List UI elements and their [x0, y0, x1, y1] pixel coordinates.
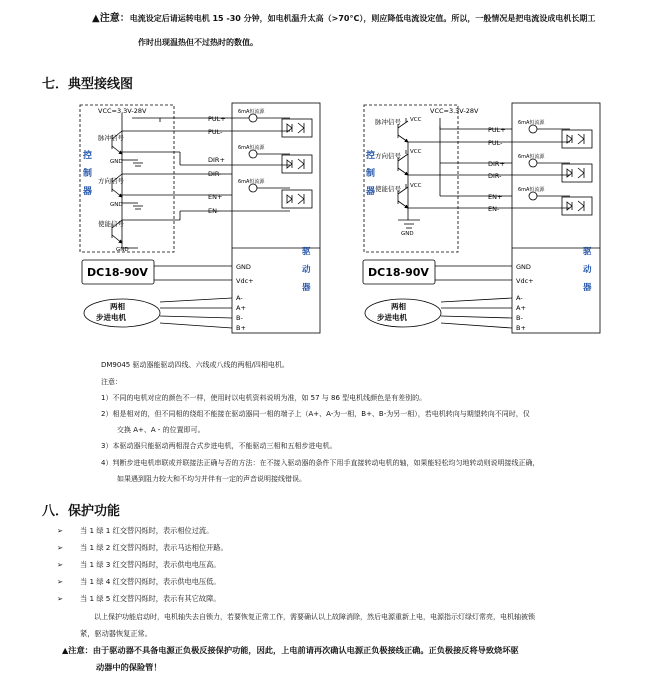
right-pin-gnd: GND: [516, 263, 531, 271]
top-note-text: 电流设定后请运转电机 15 -30 分钟，如电机温升太高（>70°C），则应降低电流设定值。所以，一般情况是把电流设成电机长期工: [129, 14, 596, 23]
bullet-arrow-2: ➢: [57, 543, 64, 552]
right-signal-pulse: 脉冲信号: [375, 118, 401, 126]
left-supply-label: DC18-90V: [87, 266, 148, 279]
right-motor-line1: 两相: [391, 302, 406, 311]
note-item-3: 3）本驱动器只能驱动两相混合式步进电机，不能驱动三相和五相步进电机。: [101, 442, 337, 450]
right-pin-enp: EN+: [488, 193, 503, 201]
right-signal-en: 使能信号: [375, 185, 401, 193]
bottom-warning-line2: 动器中的保险管！: [96, 662, 162, 672]
note-item-2: 2）相是相对的，但不同相的绕组不能接在驱动器同一相的端子上（A+、A-为一相，B+、B-为另一相），若电机转向与期望转向不同时，仅: [101, 410, 530, 418]
right-pin-enn: EN-: [488, 205, 500, 213]
left-gnd1: GND: [110, 159, 123, 165]
note-item-2-cont: 交换 A+、A - 的位置即可。: [117, 426, 205, 434]
right-source3: 6mA恒流源: [518, 187, 545, 193]
left-driver-box: [232, 103, 320, 333]
protection-item-2: 当 1 绿 2 红交替闪烁时，表示马达相位开路。: [80, 543, 228, 552]
left-source3: 6mA恒流源: [238, 179, 265, 185]
right-signal-dir: 方向信号: [375, 152, 401, 160]
right-pin-ap: A+: [516, 304, 526, 312]
protection-item-5: 当 1 绿 5 红交替闪烁时，表示有其它故障。: [80, 594, 221, 603]
left-controller-char3: 器: [83, 187, 93, 197]
right-vcc3: VCC: [410, 183, 422, 189]
right-driver-char3: 器: [583, 283, 592, 293]
right-pin-vdc: Vdc+: [516, 277, 534, 285]
right-source1: 6mA恒流源: [518, 120, 545, 126]
section8-title: 八．保护功能: [42, 504, 121, 519]
warning-mark: ▲注意：: [92, 13, 130, 24]
left-pin-gnd: GND: [236, 263, 251, 271]
right-wiring-diagram: [363, 103, 600, 333]
left-signal-dir: 方向信号: [98, 177, 124, 185]
left-pin-vdc: Vdc+: [236, 277, 254, 285]
left-pin-ap: A+: [236, 304, 246, 312]
protection-para-line2: 紧，驱动器恢复正常。: [80, 629, 152, 638]
right-motor-line2: 步进电机: [377, 313, 407, 322]
bullet-arrow-1: ➢: [57, 526, 64, 535]
left-driver-char1: 驱: [302, 247, 311, 257]
right-source2: 6mA恒流源: [518, 154, 545, 160]
bullet-arrow-3: ➢: [57, 560, 64, 569]
top-note-line1: [92, 9, 595, 24]
left-pin-enp: EN+: [208, 193, 223, 201]
wiring-diagram: [0, 90, 645, 350]
bullet-arrow-5: ➢: [57, 594, 64, 603]
left-pin-bm: B-: [236, 314, 243, 322]
left-controller-box: [80, 105, 174, 252]
notes-heading: 注意：: [101, 378, 122, 386]
left-pin-dirp: DIR+: [208, 156, 225, 164]
left-controller-char2: 制: [83, 169, 93, 179]
note-item-4: 4）判断步进电机串联或并联接法正确与否的方法：在不接入驱动器的条件下用手直接转动电机的轴，如果能轻松均匀地转动则说明接线正确，: [101, 459, 540, 467]
right-controller-char1: 控: [366, 151, 376, 161]
left-pin-bp: B+: [236, 324, 246, 332]
protection-item-1: 当 1 绿 1 红交替闪烁时，表示相位过流。: [80, 526, 214, 535]
bullet-arrow-4: ➢: [57, 577, 64, 586]
right-pin-puln: PUL-: [488, 139, 503, 147]
right-pin-am: A-: [516, 294, 523, 302]
section7-title: 七．典型接线图: [42, 77, 134, 92]
right-driver-char2: 动: [583, 265, 592, 275]
protection-item-4: 当 1 绿 4 红交替闪烁时，表示供电电压低。: [80, 577, 221, 586]
left-power-label: VCC=3.3V-28V: [98, 107, 147, 115]
right-vcc1: VCC: [410, 117, 422, 123]
right-pin-pulp: PUL+: [488, 126, 506, 134]
left-pin-enn: EN-: [208, 207, 220, 215]
left-driver-char3: 器: [302, 283, 311, 293]
left-signal-pulse: 脉冲信号: [98, 134, 124, 142]
left-gnd3: GND: [116, 247, 129, 253]
left-driver-char2: 动: [302, 265, 311, 275]
left-motor-line1: 两相: [110, 302, 125, 311]
right-pin-dirn: DIR-: [488, 172, 502, 180]
left-signal-en: 使能信号: [98, 220, 124, 228]
right-gnd: GND: [401, 231, 414, 237]
right-vcc2: VCC: [410, 149, 422, 155]
left-pin-puln: PUL-: [208, 128, 223, 136]
protection-para-line1: 以上保护功能启动时，电机轴失去自锁力，若要恢复正常工作，需要确认以上故障消除，然后电源重新上电，电源指示灯绿灯常亮，电机轴被锁: [94, 613, 535, 621]
right-power-label: VCC=3.3V-28V: [430, 107, 479, 115]
note-item-1: 1）不同的电机对应的颜色不一样，使用时以电机资料说明为准，如 57 与 86 型电机线颜色是有差别的。: [101, 394, 427, 402]
right-controller-char3: 器: [366, 187, 376, 197]
right-controller-box: [364, 105, 458, 252]
left-diagram-labels: [83, 107, 311, 332]
left-motor-line2: 步进电机: [96, 313, 126, 322]
left-gnd2: GND: [110, 202, 123, 208]
right-diagram-labels: [366, 107, 592, 332]
right-driver-char1: 驱: [583, 247, 592, 257]
left-pin-dirn: DIR-: [208, 170, 222, 178]
note-item-4-cont: 如果遇到阻力较大和不均匀并伴有一定的声音说明接线错误。: [117, 475, 306, 483]
protection-item-3: 当 1 绿 3 红交替闪烁时，表示供电电压高。: [80, 560, 221, 569]
left-source2: 6mA恒流源: [238, 145, 265, 151]
right-controller-char2: 制: [366, 169, 376, 179]
bottom-warning-line1: ▲注意：由于驱动器不具备电源正负极反接保护功能，因此，上电前请再次确认电源正负极接线正确。正负极接反将导致烧坏驱: [62, 645, 519, 655]
right-supply-label: DC18-90V: [368, 266, 429, 279]
left-source1: 6mA恒流源: [238, 109, 265, 115]
top-note-line2: 作时出现温热但不过热时的数值。: [138, 38, 258, 47]
diagram-caption: DM9045 驱动器能驱动四线、六线或八线的两相/四相电机。: [101, 361, 289, 369]
right-pin-dirp: DIR+: [488, 160, 505, 168]
left-pin-pulp: PUL+: [208, 115, 226, 123]
right-pin-bp: B+: [516, 324, 526, 332]
right-pin-bm: B-: [516, 314, 523, 322]
left-controller-char1: 控: [83, 151, 93, 161]
right-driver-box: [512, 103, 600, 333]
left-pin-am: A-: [236, 294, 243, 302]
